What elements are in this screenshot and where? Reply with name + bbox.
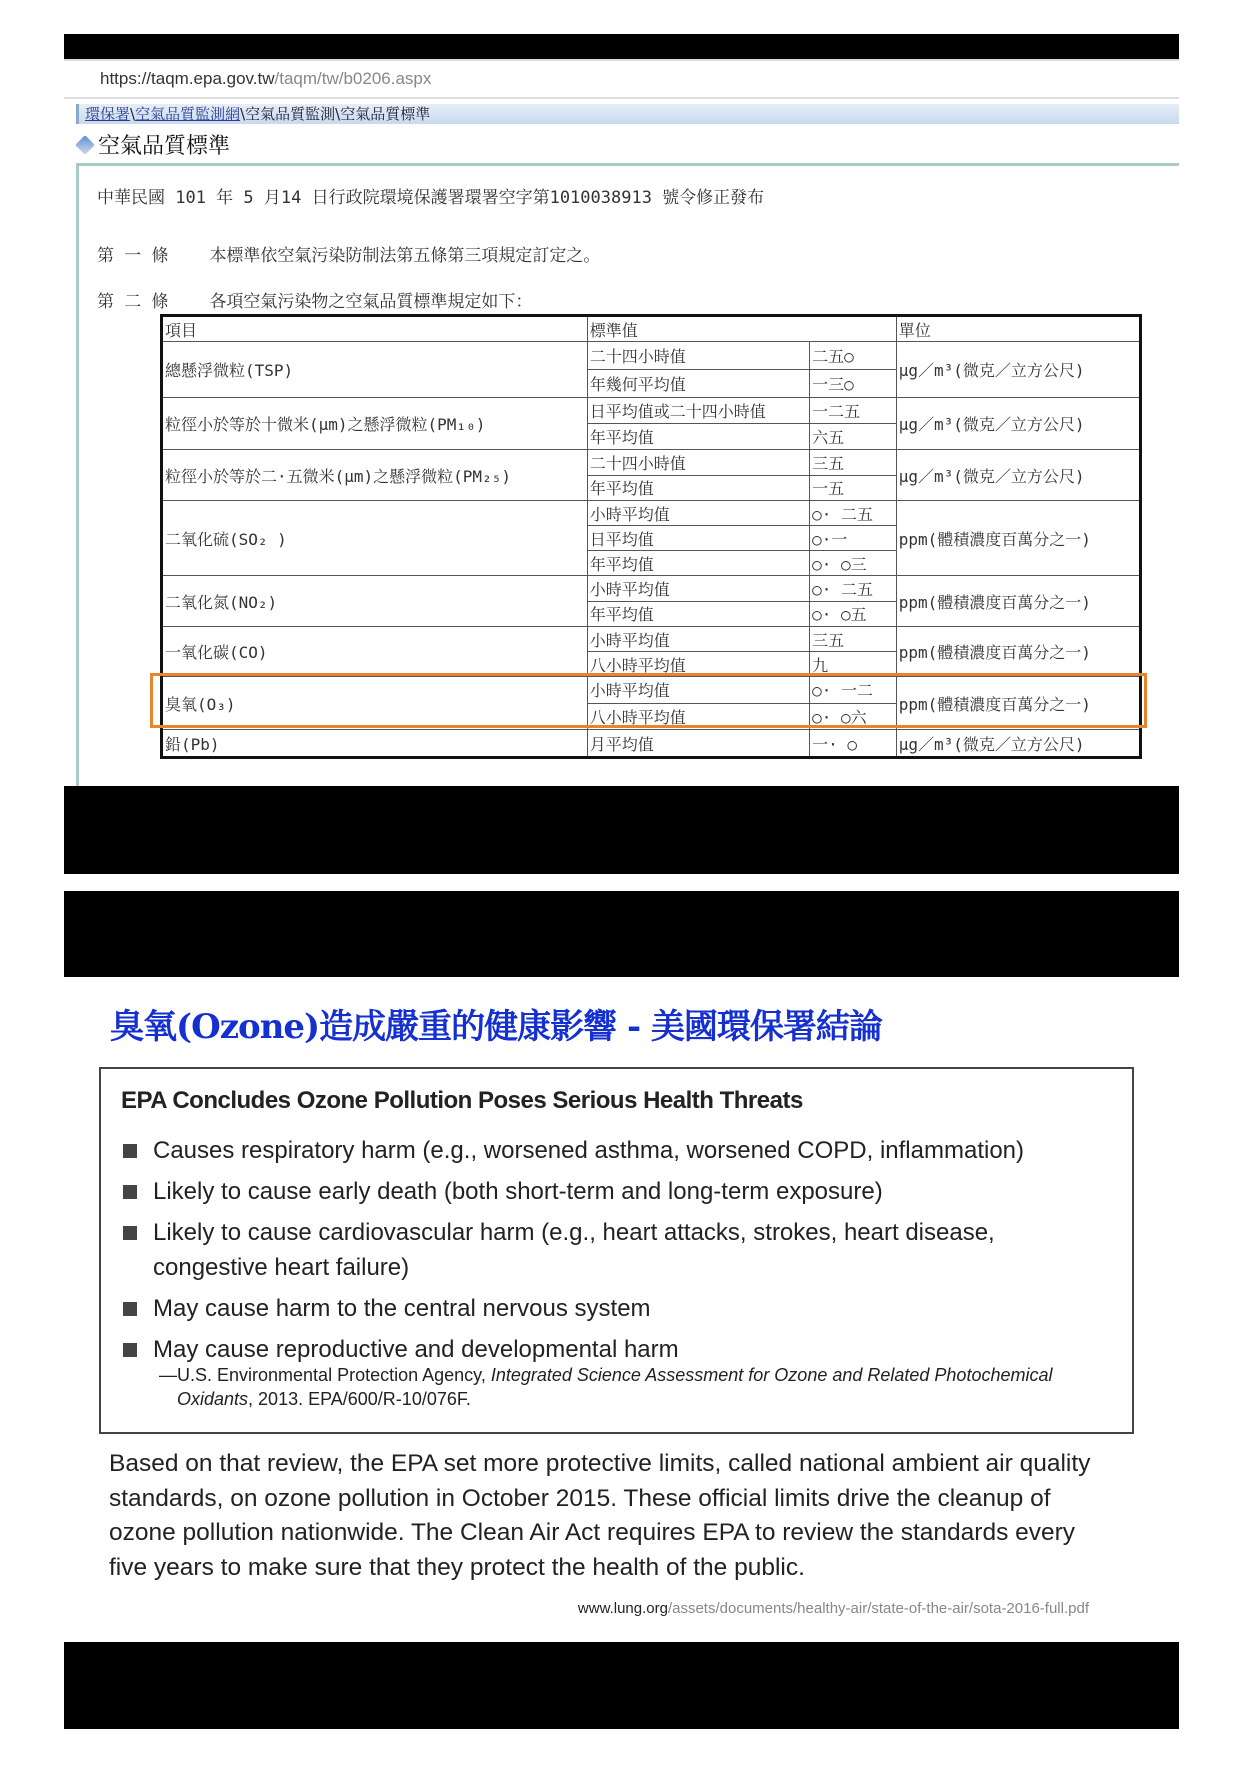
bullet-square-icon	[123, 1144, 137, 1158]
article-text: 本標準依空氣污染防制法第五條第三項規定訂定之。	[209, 246, 601, 266]
table-row	[162, 342, 1141, 370]
standard-value: 九	[810, 652, 897, 677]
standard-period: 年平均值	[587, 601, 809, 627]
unit: µg／m³(微克／立方公尺)	[896, 450, 1140, 501]
url-path: /taqm/tw/b0206.aspx	[274, 69, 432, 88]
table-row	[162, 501, 1141, 526]
pollutant-name: 粒徑小於等於二·五微米(µm)之懸浮微粒(PM₂₅)	[162, 450, 588, 501]
standard-period: 月平均值	[587, 730, 809, 758]
standard-value: 一五	[810, 475, 897, 501]
standard-value: ○· ○五	[810, 601, 897, 627]
slide	[64, 977, 1179, 1642]
url-host: https://taqm.epa.gov.tw	[100, 69, 275, 88]
bullet-text: May cause harm to the central nervous system	[153, 1295, 651, 1322]
bullet-square-icon	[123, 1185, 137, 1199]
standard-period: 小時平均值	[587, 627, 809, 652]
breadcrumb-standard: 空氣品質標準	[340, 105, 431, 123]
page-title	[78, 129, 230, 160]
breadcrumb-sep: \	[240, 105, 246, 123]
article-2	[97, 287, 532, 312]
unit: µg／m³(微克／立方公尺)	[896, 730, 1140, 758]
bullet-square-icon	[123, 1226, 137, 1240]
article-label: 第 一 條	[97, 246, 169, 266]
pollutant-name: 二氧化氮(NO₂)	[162, 576, 588, 627]
table-row	[162, 627, 1141, 652]
standard-value: ○·一	[810, 526, 897, 551]
unit: ppm(體積濃度百萬分之一)	[896, 627, 1140, 677]
pollutant-name: 粒徑小於等於十微米(µm)之懸浮微粒(PM₁₀)	[162, 398, 588, 450]
breadcrumb-monitoring: 空氣品質監測	[245, 105, 336, 123]
summary-paragraph: Based on that review, the EPA set more protective limits, called national ambient air quality standards, on ozone pollution in October 2015. These official limits drive the cleanup of ozone pollution nationwide. The Clean Air Act requires EPA to review the standards every five years to make sure that they protect the health of the public.	[109, 1450, 1091, 1581]
table-header-row	[162, 316, 1141, 342]
box-heading: EPA Concludes Ozone Pollution Poses Serious Health Threats	[121, 1087, 803, 1114]
decree-text: 中華民國 101 年 5 月14 日行政院環境保護署環署空字第1010038913 號令修正發布	[97, 188, 765, 208]
standard-period: 八小時平均值	[587, 652, 809, 677]
standard-value: 一三○	[810, 370, 897, 398]
unit: µg／m³(微克／立方公尺)	[896, 398, 1140, 450]
pollutant-name: 二氧化硫(SO₂ )	[162, 501, 588, 576]
table-row	[162, 450, 1141, 476]
table-row	[162, 576, 1141, 602]
bullet-text: May cause reproductive and developmental harm	[153, 1336, 679, 1363]
standard-value: 三五	[810, 627, 897, 652]
pollutant-name: 一氧化碳(CO)	[162, 627, 588, 677]
citation-prefix: —U.S. Environmental Protection Agency,	[159, 1365, 491, 1385]
breadcrumb-sep: \	[130, 105, 136, 123]
standard-period: 小時平均值	[587, 677, 809, 704]
standard-value: 一二五	[810, 398, 897, 424]
standard-period: 八小時平均值	[587, 703, 809, 730]
list-item	[123, 1332, 1123, 1367]
breadcrumb-epa[interactable]: 環保署	[85, 105, 131, 123]
citation-title: Integrated Science Assessment for Ozone and Related Photochemical Oxidants	[177, 1365, 1053, 1409]
unit: ppm(體積濃度百萬分之一)	[896, 501, 1140, 576]
pollutant-name: 臭氧(O₃)	[162, 677, 588, 730]
standard-value: ○· 二五	[810, 576, 897, 602]
standard-value: ○· 一二	[810, 677, 897, 704]
list-item	[123, 1133, 1123, 1168]
bullet-list	[123, 1133, 1123, 1373]
article-1	[97, 241, 600, 266]
standard-period: 日平均值或二十四小時值	[587, 398, 809, 424]
bullet-square-icon	[123, 1343, 137, 1357]
citation-suffix: , 2013. EPA/600/R-10/076F.	[248, 1389, 471, 1409]
bullet-square-icon	[123, 1302, 137, 1316]
article-label: 第 二 條	[97, 292, 169, 312]
black-band	[64, 1642, 1179, 1729]
black-band	[64, 891, 1179, 977]
standard-period: 小時平均值	[587, 501, 809, 526]
slide-title: 臭氧(Ozone)造成嚴重的健康影響 - 美國環保署結論	[110, 1007, 882, 1047]
unit: ppm(體積濃度百萬分之一)	[896, 576, 1140, 627]
table-row	[162, 730, 1141, 758]
standard-period: 年幾何平均值	[587, 370, 809, 398]
source-path: /assets/documents/healthy-air/state-of-the-air/sota-2016-full.pdf	[667, 1600, 1089, 1617]
epa-conclusion-box	[99, 1067, 1134, 1434]
standard-period: 小時平均值	[587, 576, 809, 602]
bullet-text: Likely to cause cardiovascular harm (e.g., heart attacks, strokes, heart disease, congestive heart failure)	[153, 1219, 995, 1281]
standard-period: 年平均值	[587, 475, 809, 501]
standard-period: 日平均值	[587, 526, 809, 551]
citation	[159, 1363, 1119, 1411]
breadcrumb-monitoring-network[interactable]: 空氣品質監測網	[135, 105, 241, 123]
standard-value: 六五	[810, 424, 897, 450]
standard-value: ○· 二五	[810, 501, 897, 526]
table-row	[162, 398, 1141, 424]
tag-icon	[75, 135, 95, 155]
list-item	[123, 1215, 1123, 1285]
standard-value: 一· ○	[810, 730, 897, 758]
bullet-text: Likely to cause early death (both short-term and long-term exposure)	[153, 1178, 883, 1205]
standard-period: 二十四小時值	[587, 450, 809, 476]
standard-period: 年平均值	[587, 424, 809, 450]
breadcrumb-sep: \	[335, 105, 341, 123]
standard-value: 二五○	[810, 342, 897, 370]
standard-value: 三五	[810, 450, 897, 476]
unit: ppm(體積濃度百萬分之一)	[896, 677, 1140, 730]
address-bar[interactable]	[64, 59, 1179, 99]
list-item	[123, 1291, 1123, 1326]
column-header: 項目	[162, 316, 588, 342]
ozone-highlight-box	[150, 673, 1147, 728]
breadcrumb	[76, 104, 1179, 124]
bullet-text: Causes respiratory harm (e.g., worsened asthma, worsened COPD, inflammation)	[153, 1137, 1025, 1164]
standard-period: 年平均值	[587, 551, 809, 576]
article-text: 各項空氣污染物之空氣品質標準規定如下：	[209, 292, 533, 312]
unit: µg／m³(微克／立方公尺)	[896, 342, 1140, 398]
black-band	[64, 786, 1179, 874]
pollutant-name: 鉛(Pb)	[162, 730, 588, 758]
column-header: 標準值	[587, 316, 896, 342]
pollutant-name: 總懸浮微粒(TSP)	[162, 342, 588, 398]
page-title-text: 空氣品質標準	[98, 134, 231, 159]
standard-value: ○· ○三	[810, 551, 897, 576]
standard-period: 二十四小時值	[587, 342, 809, 370]
column-header: 單位	[896, 316, 1140, 342]
black-band	[64, 34, 1179, 59]
standard-value: ○· ○六	[810, 703, 897, 730]
source-url[interactable]	[578, 1600, 1089, 1617]
source-host: www.lung.org	[577, 1600, 668, 1617]
list-item	[123, 1174, 1123, 1209]
